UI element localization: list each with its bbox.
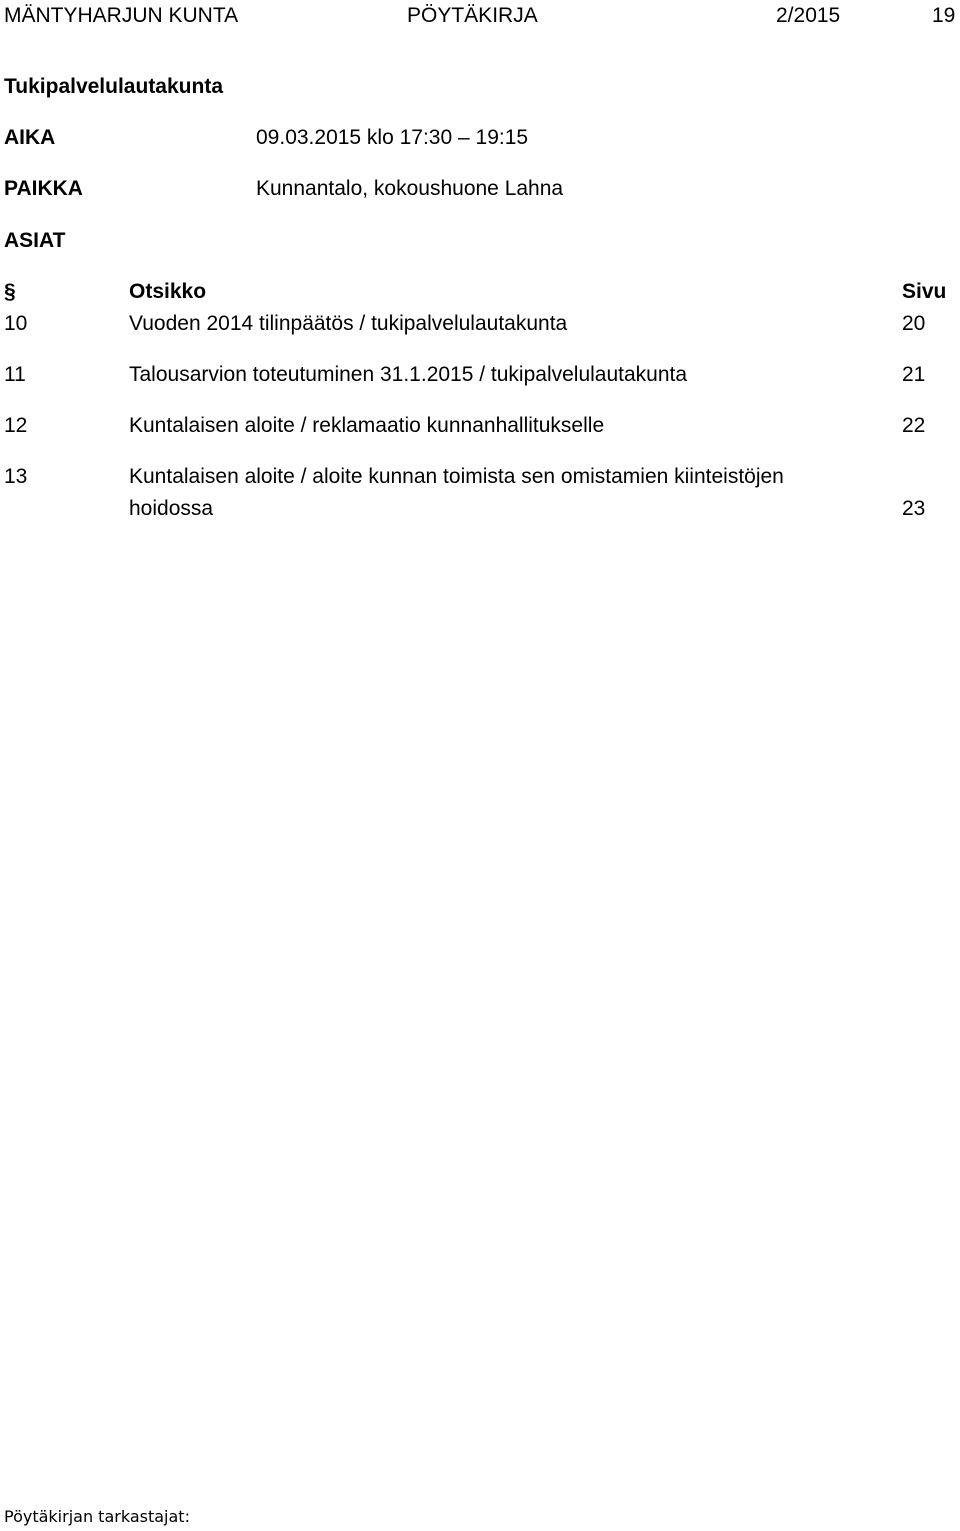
agenda-label: ASIAT — [4, 229, 66, 252]
agenda-item-page: 23 — [902, 497, 926, 520]
page-number: 19 — [932, 4, 956, 27]
agenda-item-title: Vuoden 2014 tilinpäätös / tukipalvelulautakunta — [129, 312, 568, 335]
time-label: AIKA — [4, 126, 56, 149]
document-type: PÖYTÄKIRJA — [407, 4, 538, 27]
agenda-item-page: 21 — [902, 363, 926, 386]
place-label: PAIKKA — [4, 177, 83, 200]
agenda-item-number: 13 — [4, 465, 28, 488]
agenda-item-page: 20 — [902, 312, 926, 335]
committee-name: Tukipalvelulautakunta — [4, 75, 223, 98]
agenda-item-page: 22 — [902, 414, 926, 437]
reviewers-label: Pöytäkirjan tarkastajat: — [4, 1507, 190, 1526]
section-column-header: § — [4, 280, 16, 303]
title-column-header: Otsikko — [129, 280, 207, 303]
agenda-item-title-continuation: hoidossa — [129, 497, 214, 520]
agenda-item-number: 11 — [4, 363, 26, 386]
agenda-item-title: Kuntalaisen aloite / reklamaatio kunnanhallitukselle — [129, 414, 605, 437]
agenda-item-number: 12 — [4, 414, 28, 437]
document-number: 2/2015 — [776, 4, 841, 27]
agenda-item-title: Talousarvion toteutuminen 31.1.2015 / tukipalvelulautakunta — [129, 363, 688, 386]
agenda-item-title: Kuntalaisen aloite / aloite kunnan toimista sen omistamien kiinteistöjen — [129, 465, 784, 488]
agenda-item-number: 10 — [4, 312, 28, 335]
page-column-header: Sivu — [902, 280, 947, 303]
municipality-name: MÄNTYHARJUN KUNTA — [4, 4, 239, 27]
place-value: Kunnantalo, kokoushuone Lahna — [256, 177, 564, 200]
time-value: 09.03.2015 klo 17:30 – 19:15 — [256, 126, 529, 149]
